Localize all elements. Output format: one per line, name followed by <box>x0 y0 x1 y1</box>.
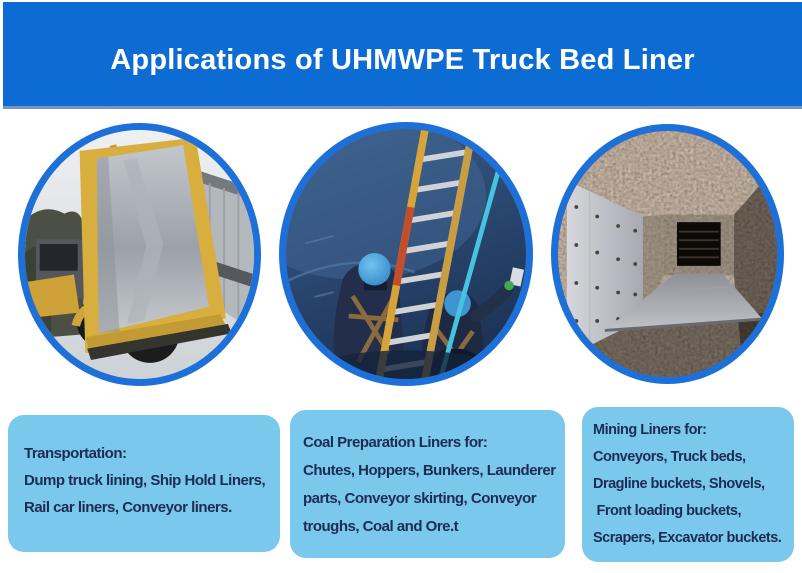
coal-preparation-card <box>290 410 565 558</box>
card-title: Coal Preparation Liners for: <box>303 434 488 451</box>
card-title: Mining Liners for: <box>593 422 707 438</box>
mining-chute-photo <box>551 124 784 384</box>
page-title: Applications of UHMWPE Truck Bed Liner <box>110 43 695 76</box>
transportation-card <box>8 415 280 552</box>
card-line: troughs, Coal and Ore.t <box>303 518 459 535</box>
vessel-workers-photo <box>279 122 533 386</box>
vessel-workers-illustration <box>286 129 526 379</box>
card-line: Dragline buckets, Shovels, <box>593 476 765 492</box>
card-line: Conveyors, Truck beds, <box>593 449 746 465</box>
title-banner <box>3 2 802 109</box>
card-line: Front loading buckets, <box>593 503 742 519</box>
dump-truck-illustration <box>25 130 254 379</box>
card-line: parts, Conveyor skirting, Conveyor <box>303 490 537 507</box>
card-line: Chutes, Hoppers, Bunkers, Launderer <box>303 462 556 479</box>
card-line: Dump truck lining, Ship Hold Liners, <box>24 472 266 489</box>
dump-truck-photo <box>18 123 261 386</box>
card-title: Transportation: <box>24 445 127 462</box>
card-line: Rail car liners, Conveyor liners. <box>24 499 232 516</box>
card-line: Scrapers, Excavator buckets. <box>593 530 782 546</box>
mining-liners-card <box>582 407 794 562</box>
mining-chute-illustration <box>558 131 777 377</box>
